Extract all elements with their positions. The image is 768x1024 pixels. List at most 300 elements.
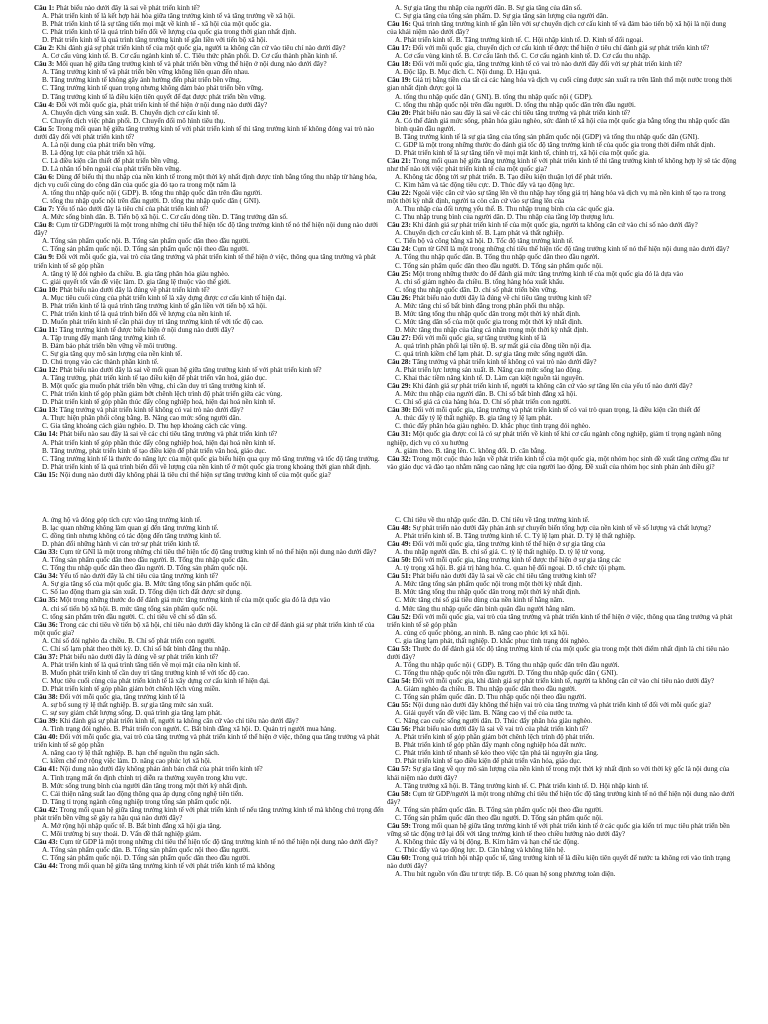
question-line — [387, 765, 737, 781]
answer-option: D. Muốn phát triển kinh tế cần phải duy trì tăng trưởng kinh tế với tốc độ cao. — [42, 317, 264, 326]
question-text: Một trong những thước đo để đánh giá mức tăng trưởng kinh tế của một quốc gia đó là dựa vào — [57, 596, 331, 605]
answer-option: D. Mức tăng thu nhập của tầng cá nhân trong một thời kỳ nhất định. — [395, 325, 589, 334]
question-line — [34, 326, 384, 334]
answer-option: C. gia tăng lạm phát, thất nghiệp. D. khắc phục tình trạng đói nghèo. — [395, 636, 590, 645]
answer-option: C. đồng tình nhưng không có tác động đến tăng trưởng kinh tế. — [42, 532, 221, 541]
question-number: Câu 14: — [34, 430, 58, 439]
answer-option: A. Sự gia tăng thu nhập của người dân. B. Sự gia tăng của dân số. — [395, 4, 582, 12]
question-text: Cụm từ GNI là một trong những chỉ tiêu thể hiện tốc độ tăng trưởng kinh tế nó thể hiện nội dung nào dưới đây? — [410, 245, 730, 254]
question-line — [387, 189, 737, 205]
question-line — [34, 621, 384, 637]
answer-option: C. Gia tăng khoảng cách giàu nghèo. D. Thu hẹp khoảng cách các vùng. — [42, 422, 247, 431]
answer-option: A. Phát triển kinh tế. B. Tăng trưởng kinh tế. C. Hội nhập kinh tế. D. Kinh tế đối ngoại. — [395, 36, 644, 45]
question-number: Câu 8: — [34, 221, 55, 230]
question-text: Nội dung nào dưới đây không phản ánh bản chất của phát triển kinh tế? — [57, 765, 263, 774]
question-number: Câu 42: — [34, 805, 58, 814]
page-2-right-column — [387, 516, 737, 1016]
question-number: Câu 23: — [387, 221, 411, 230]
answer-option: A. Là nội dung của phát triển bền vững. — [42, 140, 156, 149]
question-text: Đối với mỗi quốc gia, tăng trưởng kinh tế thể hiện ở sự gia tăng của — [410, 540, 606, 549]
answer-option: A. Giải quyết vấn đề việc làm. B. Nâng cao vị thế của nước ta. — [395, 709, 573, 718]
question-number: Câu 27: — [387, 333, 411, 342]
question-line — [34, 366, 384, 374]
answer-option: C. Môi trường bị suy thoái. D. Vấn đề thất nghiệp giảm. — [42, 829, 202, 838]
question-text: Đối với mỗi quốc gia, sự tăng trưởng kinh tế là — [410, 333, 547, 342]
answer-option: C. kiềm chế mở rộng việc làm. D. nâng cao phúc lợi xã hội. — [42, 757, 212, 766]
answer-option: A. Tình trạng mất ổn định chính trị diễn ra thường xuyên trong khu vực. — [42, 773, 248, 782]
question-text: Khi đánh giá sự phát triển kinh tế của một quốc gia, người ta không căn cứ vào chỉ số nào dưới đây? — [410, 221, 698, 230]
answer-option: A. Thực hiện phân phối công bằng. B. Nâng cao mức sống người dân. — [42, 414, 241, 423]
answer-option: B. Mức tăng tổng thu nhập quốc dân trong một thời kỳ nhất định. — [395, 309, 581, 318]
question-number: Câu 31: — [387, 430, 411, 439]
question-number: Câu 15: — [34, 470, 58, 479]
question-number: Câu 3: — [34, 60, 55, 69]
question-number: Câu 30: — [387, 406, 411, 415]
question-line — [34, 806, 384, 822]
answer-option: C. Tổng sản phẩm quốc nội. D. Tổng sản phẩm quốc nội theo đầu người. — [42, 245, 249, 254]
question-text: Phát biểu nào sau đây là sai về các chỉ tiêu tăng trưởng và phát triển kinh tế? — [410, 108, 631, 117]
answer-option: A. Phát triển kinh tế là quá trình tăng tiến về mọi mặt của nền kinh tế. — [42, 660, 241, 669]
question-number: Câu 13: — [34, 406, 58, 415]
question-text: Yếu tố nào dưới đây là tiêu chí của phát triển kinh tế? — [54, 205, 209, 214]
answer-option: A. nâng cao tỷ lệ thất nghiệp. B. hạn chế nguồn thu ngân sách. — [42, 749, 220, 758]
answer-option: C. Nâng cao cuộc sống người dân. D. Thúc đẩy phân hóa giàu nghèo. — [395, 717, 593, 726]
question-line — [387, 76, 737, 92]
question-line — [387, 725, 737, 733]
answer-option: C. tổng thu nhập quốc nội trên đầu người. D. tổng thu nhập quốc dân ( GNI). — [42, 197, 261, 206]
question-line — [34, 717, 384, 725]
question-text: Phát biểu nào dưới đây là đúng về sự phát triển kinh tế? — [57, 652, 219, 661]
page-1-left-column — [34, 4, 384, 504]
answer-option: A. Mức tăng tổng sản phẩm quốc nội trong một thời kỳ nhất định. — [395, 580, 583, 589]
answer-option: A. sự bổ sung tỷ lệ thất nghiệp. B. sự gia tăng mức sản xuất. — [42, 701, 214, 710]
question-line — [34, 653, 384, 661]
question-text: Đối với mỗi quốc gia, chuyển dịch cơ cấu kinh tế được thể hiện ở tiêu chí đánh giá sự phát triển kinh tế? — [410, 44, 710, 53]
question-number: Câu 49: — [387, 540, 411, 549]
question-text: Khi đánh giá sự phát triển kinh tế, người ta không căn cứ vào sự tăng lên của yếu tố nào dưới đây? — [410, 382, 693, 391]
answer-option: A. tỷ trọng xã hội. B. giá trị hàng hóa. C. quan hệ đối ngoại. D. tổ chức tội phạm. — [395, 564, 626, 573]
answer-option: A. Có thể đánh giá mức sống, phân hóa giàu nghèo, sức đánh tế xã hội của một quốc gia bằng tổng thu nhập quốc dân bình quân đầu người. — [395, 116, 730, 133]
question-text: Trong mối quan hệ giữa tăng trưởng kinh tế với phát triển kinh tế nếu tăng trưởng kinh tế mà không chú trọng đến phát triển bền vững sẽ gây ra hậu quả nào dưới đây? — [34, 805, 384, 822]
question-number: Câu 36: — [34, 620, 58, 629]
question-number: Câu 52: — [387, 612, 411, 621]
answer-option: D. Chú trọng vào các thành phần kinh tế. — [42, 358, 159, 367]
answer-option: B. Một quốc gia muốn phát triển bền vững, chỉ cần duy trì tăng trưởng kinh tế. — [42, 382, 266, 391]
question-text: Phát biểu nào dưới đây là đúng về phát triển kinh tế? — [57, 285, 210, 294]
answer-option: D. phản đối những hành vi cản trở sự phát triển kinh tế. — [42, 540, 200, 549]
answer-option: C. Số lao động tham gia sản xuất. D. Tổng diện tích đất được sử dụng. — [42, 588, 242, 597]
question-number: Câu 60: — [387, 853, 411, 862]
question-text: Phát biểu nào dưới đây là sai về vai trò của phát triển kinh tế? — [410, 725, 589, 734]
answer-option: A. Chuyển dịch cơ cấu kinh tế. B. Lạm phát và thất nghiệp. — [395, 229, 564, 238]
exam-page-bottom — [0, 512, 768, 1024]
question-number: Câu 12: — [34, 366, 58, 375]
answer-option: C. Cải thiện năng suất lao động thông qua áp dụng công nghệ tiên tiến. — [42, 789, 244, 798]
question-line — [34, 221, 384, 237]
answer-option: A. Tăng trưởng kinh tế và phát triển bền vững không liên quan đến nhau. — [42, 68, 250, 77]
question-line — [387, 221, 737, 229]
question-number: Câu 18: — [387, 60, 411, 69]
answer-option: A. củng cố quốc phòng, an ninh. B. nâng cao phúc lợi xã hội. — [395, 628, 569, 637]
question-line — [34, 406, 384, 414]
answer-option: A. Tổng thu nhập quốc dân. B. Tổng thu nhập quốc dân theo đầu người. — [395, 253, 600, 262]
answer-option: B. Muốn phát triển kinh tế cần duy trì tăng trưởng kinh tế với tốc độ cao. — [42, 668, 250, 677]
question-line — [387, 157, 737, 173]
question-number: Câu 44: — [34, 862, 58, 871]
question-number: Câu 59: — [387, 821, 411, 830]
answer-option: C. Chỉ tiêu về thu nhập quốc dân. D. Chỉ tiêu về tăng trưởng kinh tế. — [395, 516, 590, 524]
question-number: Câu 50: — [387, 556, 411, 565]
answer-option: A. Tổng sản phẩm quốc dân. B. Tổng sản phẩm quốc nội theo đầu người. — [395, 805, 603, 814]
question-line — [34, 838, 384, 846]
question-line — [387, 572, 737, 580]
answer-option: C. Chỉ số lạm phát theo thời kỳ. D. Chỉ số bất bình đẳng thu nhập. — [42, 644, 230, 653]
answer-option: C. Là điều kiện cần thiết để phát triển bền vững. — [42, 156, 180, 165]
question-text: Phát biểu nào dưới đây là đúng về chỉ tiêu tăng trưởng kinh tế? — [410, 293, 592, 302]
answer-option: A. Tăng trưởng, phát triển kinh tế tạo điều kiện để phát triển văn hoá, giáo dục. — [42, 374, 267, 383]
question-text: Khi đánh giá sự phát triển kinh tế của một quốc gia, người ta không căn cứ vào tiêu chí nào dưới đây? — [54, 44, 346, 53]
answer-option: C. Tăng trưởng kinh tế là thước đo năng lực của một quốc gia biểu hiện qua quy mô tăng trưởng và tốc độ tăng trưởng. — [42, 454, 380, 463]
question-text: Sự phát triển nào dưới đây phản ánh sự chuyển biến tổng hợp của nền kinh tế về số lượng và chất lượng? — [410, 524, 711, 533]
answer-option: A. Mức thu nhập của người dân. B. Chỉ số bất bình đẳng xã hội. — [395, 390, 578, 399]
answer-option: A. Chỉ số đói nghèo đa chiều. B. Chỉ số phát triển con người. — [42, 636, 216, 645]
page-2-left-column — [34, 516, 384, 1016]
question-text: Cụm từ GNI là một trong những chỉ tiêu thể hiện tốc độ tăng trưởng kinh tế nó thể hiện nội dung nào dưới đây? — [57, 548, 377, 557]
answer-option: B. Phát triển kinh tế góp phần đẩy mạnh công nghiệp hóa đất nước. — [395, 741, 587, 750]
answer-option: C. Sự gia tăng quy mô sản lượng của nền kinh tế. — [42, 350, 183, 359]
question-number: Câu 41: — [34, 765, 58, 774]
question-text: Khi đánh giá sự phát triển kinh tế, người ta không căn cứ vào chỉ tiêu nào dưới đây? — [57, 717, 299, 726]
answer-option: B. Phát triển kinh tế là sự tăng tiến mọi mặt về kinh tế - xã hội của một quốc gia. — [42, 20, 272, 29]
question-line — [387, 334, 737, 342]
question-number: Câu 55: — [387, 701, 411, 710]
question-line — [34, 60, 384, 68]
answer-option: D. Là nhân tố bên ngoài của phát triển bền vững. — [42, 164, 181, 173]
answer-option: A. thu nhập người dân. B. chỉ số giá. C. tỷ lệ thất nghiệp. D. tỷ lệ tử vong. — [395, 548, 606, 557]
question-line — [34, 733, 384, 749]
question-line — [34, 205, 384, 213]
answer-option: A. tổng thu nhập quốc nội ( GDP). B. tổng thu nhập quốc dân trên đầu người. — [42, 189, 262, 198]
answer-option: C. Tổng sản phẩm quốc dân. D. Thu nhập quốc nội theo đầu người. — [395, 693, 587, 702]
answer-option: C. Chuyển dịch việc phân phối. D. Chuyển đổi mô hình tiêu thụ. — [42, 116, 226, 125]
question-line — [34, 286, 384, 294]
question-line — [387, 677, 737, 685]
answer-option: A. Mức sống bình dân. B. Tiến bộ xã hội. C. Cơ cấu dòng tiền. D. Tăng trưởng dân số. — [42, 213, 288, 222]
answer-option: C. GDP là một trong những thước đo đánh giá tốc độ tăng trưởng kinh tế của quốc gia trong thời điểm nhất định. — [395, 140, 716, 149]
answer-option: A. Mở rộng hội nhập quốc tế. B. Bất bình đẳng xã hội gia tăng. — [42, 821, 222, 830]
question-number: Câu 26: — [387, 293, 411, 302]
question-text: Phát biểu nào dưới đây là sai về mối quan hệ giữa tăng trưởng kinh tế với phát triển kinh tế? — [57, 366, 322, 375]
question-text: Một trong những thước đo để đánh giá mức tăng trưởng kinh tế của một quốc gia đó là dựa vào — [410, 269, 684, 278]
question-text: Phát biểu nào dưới đây là sai về các chỉ tiêu tăng trưởng kinh tế? — [410, 572, 597, 581]
question-text: Sự gia tăng về quy mô sản lượng của nền kinh tế trong một thời kỳ nhất định so với thời kỳ gốc là nội dung của khái niệm nào dưới đây? — [387, 765, 730, 782]
answer-option: D. Phát triển kinh tế tạo điều kiện để phát triển văn hóa, giáo dục. — [395, 757, 582, 766]
answer-option: A. Phát triển lực lượng sản xuất. B. Nâng cao mức sống lao động. — [395, 366, 582, 375]
question-line — [34, 44, 384, 52]
answer-option: C. Tăng trưởng kinh tế quan trọng nhưng không đảm bảo phát triển bền vững. — [42, 84, 264, 93]
question-number: Câu 20: — [387, 108, 411, 117]
answer-option: A. Tinh trạng đói nghèo. B. Phát triển con người. C. Bất bình đẳng xã hội. D. Quản trị người mua hàng. — [42, 725, 336, 734]
question-line — [387, 556, 737, 564]
question-text: Nội dung nào dưới đây không phải là tiêu chí thể hiện sự tăng trưởng kinh tế của một quốc gia? — [57, 470, 331, 479]
question-text: Cụm từ GDP/người là một trong những chỉ tiêu thể hiện tốc độ tăng trưởng kinh tế nó thể hiện nội dung nào dưới đây? — [34, 221, 378, 238]
answer-option: A. chi số giảm nghèo đa chiều. B. tổng hàng hóa xuất khẩu. — [395, 277, 565, 286]
answer-option: B. Mức tăng tổng thu nhập quốc dân trong một thời kỳ nhất định. — [395, 588, 581, 597]
answer-option: A. giảm theo. B. tăng lên. C. không đổi. D. cân bằng. — [395, 446, 547, 455]
question-text: Nội dung nào dưới đây không thể hiện vai trò của tăng trưởng và phát triển kinh tế đối với mỗi quốc gia? — [410, 701, 711, 710]
answer-option: A. Phát triển kinh tế góp phần giảm bớt chênh lệch trình độ phát triển. — [395, 733, 595, 742]
question-number: Câu 22: — [387, 189, 411, 198]
question-text: Quá trình tăng trưởng kinh tế gắn liền với sự chuyển dịch cơ cấu kinh tế và đảm bảo tiến bộ xã hội là nội dung của khái niệm nào dưới đây? — [387, 20, 727, 37]
question-number: Câu 58: — [387, 789, 411, 798]
question-line — [34, 862, 384, 870]
answer-option: A. ứng hộ và đóng góp tích cực vào tăng trưởng kinh tế. — [42, 516, 202, 524]
answer-option: D. Phát triển kinh tế là quá trình biến đổi về lượng của nền kinh tế ở một quốc gia trong khoảng thời gian nhất định. — [42, 462, 371, 471]
question-line — [387, 854, 737, 870]
question-text: Tăng trưởng và phát triển kinh tế không có vai trò nào dưới đây? — [57, 406, 244, 415]
question-number: Câu 56: — [387, 725, 411, 734]
question-line — [387, 613, 737, 629]
question-number: Câu 43: — [34, 837, 58, 846]
question-number: Câu 17: — [387, 44, 411, 53]
question-text: Thước đo để đánh giá tốc độ tăng trưởng kinh tế của một quốc gia trong một thời điểm nhất định là chỉ tiêu nào dưới đây? — [387, 644, 729, 661]
answer-option: C. Mục tiêu cuối cùng của phát triển kinh tế là xây dựng cơ cấu kinh tế hiện đại. — [42, 676, 270, 685]
answer-option: C. Kìm hãm và tác động tiêu cực. D. Thúc đẩy và tạo động lực. — [395, 181, 575, 190]
answer-option: D. Phát triển kinh tế góp phần giảm bớt chênh lệch vùng miền. — [42, 684, 221, 693]
answer-option: C. Phát triển kinh tế là quá trình biến đổi về lượng của quốc gia trong thời gian nhất định. — [42, 28, 297, 37]
question-line — [387, 790, 737, 806]
answer-option: C. Tổng thu nhập quốc dân theo đầu người. D. Tổng sản phẩm quốc nội. — [42, 564, 248, 573]
question-number: Câu 6: — [34, 172, 55, 181]
question-number: Câu 38: — [34, 693, 58, 702]
answer-option: C. Tổng thu nhập quốc nội trên đầu người. D. Tổng thu nhập quốc dân ( GNI). — [395, 668, 618, 677]
question-text: Mối quan hệ giữa tăng trưởng kinh tế và phát triển bền vững thể hiện ở nội dung nào dưới đây? — [54, 60, 327, 69]
answer-option: C. Phát triển kinh tế góp phần giảm bớt chênh lệch trình độ phát triển giữa các vùng. — [42, 390, 283, 399]
question-text: Trong quá trình hội nhập quốc tế, tăng trưởng kinh tế là điều kiện tiên quyết để nước ta không rơi vào tình trạng nào dưới đây? — [387, 853, 731, 871]
question-text: Ngoài việc căn cứ vào sự tăng lên về thu nhập hay tổng giá trị hàng hóa và dịch vụ mà nền kinh tế tạo ra trong một thời kỳ nhất định, người ta còn căn cứ vào sự tăng lên của — [387, 189, 726, 206]
answer-option: A. Cơ cấu vùng kinh tế. B. Cơ cấu ngành kinh tế. C. Tiêu thức phân phối. D. Cơ cấu thành phần kinh tế. — [42, 52, 338, 61]
question-number: Câu 1: — [34, 4, 55, 12]
question-number: Câu 7: — [34, 205, 55, 214]
question-line — [387, 358, 737, 366]
question-text: Phát biểu nào dưới đây là sai về phát triển kinh tế? — [54, 4, 200, 12]
question-text: Đối với mỗi quốc gia, vai trò của tăng trưởng và phát triển kinh tế thể hiện ở việc, thông qua tăng trưởng và phát triển kinh tế sẽ góp phần — [34, 733, 380, 750]
question-line — [34, 548, 384, 556]
question-number: Câu 54: — [387, 676, 411, 685]
question-text: Đối với mỗi quốc gia, tăng trưởng kinh tế được thể hiện ở sự gia tăng các — [410, 556, 622, 565]
question-text: Phát biểu nào sau đây là sai về các chỉ tiêu tăng trưởng và phát triển kinh tế? — [57, 430, 278, 439]
answer-option: B. Tăng trưởng kinh tế là sự gia tăng của tổng sản phẩm quốc nội (GDP) và tổng thu nhập quốc dân (GNI). — [395, 132, 700, 141]
answer-option: A. Tổng thu nhập quốc nội ( GDP). B. Tổng thu nhập quốc dân trên đầu người. — [395, 660, 620, 669]
question-line — [387, 270, 737, 278]
answer-option: A. Cơ cấu vùng kinh tế. B. Cơ cấu lãnh thổ. C. Cơ cấu ngành kinh tế. D. Cơ cấu thu nhập. — [395, 52, 651, 61]
answer-option: C. Mức tăng dân số của một quốc gia trong một thời kỳ nhất định. — [395, 317, 583, 326]
question-line — [387, 406, 737, 414]
answer-option: A. Tổng sản phẩm quốc nội. B. Tổng sản phẩm quốc dân theo đầu người. — [42, 237, 250, 246]
answer-option: D. Tăng tỉ trọng ngành công nghiệp trong tổng sản phẩm quốc nội. — [42, 797, 232, 806]
question-text: Tăng trưởng kinh tế được biểu hiện ở nội dung nào dưới đây? — [57, 325, 235, 334]
answer-option: C. Khai thác tiềm năng kinh tế. D. Làm cạn kiệt nguồn tài nguyên. — [395, 374, 584, 383]
question-text: Dùng để biểu thị thu nhập của nền kinh tế trong một thời kỳ nhất định được tính bằng tổng thu nhập từ hàng hóa, dịch vụ cuối cùng do công dân của quốc gia đó tạo ra trong một năm là — [34, 172, 377, 190]
question-number: Câu 57: — [387, 765, 411, 774]
question-line — [387, 44, 737, 52]
answer-option: C. Chỉ số giá cả của hàng hóa. D. Chỉ số phát triển con người. — [395, 398, 571, 407]
question-text: Trong một cuộc thảo luận về phát triển kinh tế của một quốc gia, một nhóm học sinh đề xuất tăng cường đầu tư vào giáo dục và đào tạo nhằm nâng cao năng lực của người lao động. Đề xuất của nhóm học sinh phản ánh điều gì? — [387, 454, 729, 471]
question-text: Cụm từ GDP là một trong những chỉ tiêu thể hiện tốc độ tăng trưởng kinh tế nó thể hiện nội dung nào dưới đây? — [57, 837, 378, 846]
question-line — [387, 524, 737, 532]
question-number: Câu 10: — [34, 285, 58, 294]
question-number: Câu 48: — [387, 524, 411, 533]
question-number: Câu 28: — [387, 358, 411, 367]
answer-option: B. Tăng trưởng kinh tế không gây ảnh hưởng đến phát triển bền vững. — [42, 76, 242, 85]
answer-option: A. Phát triển kinh tế góp phần thúc đẩy công nghiệp hoá, hiện đại hoá nền kinh tế. — [42, 438, 276, 447]
answer-option: A. tăng tỷ lệ đói nghèo đa chiều. B. gia tăng phân hóa giàu nghèo. — [42, 269, 230, 278]
question-line — [387, 430, 737, 446]
answer-option: C. Thúc đẩy và tạo động lực. D. Cân bằng và không liên hệ. — [395, 845, 566, 854]
question-line — [34, 253, 384, 269]
answer-option: d. Mức tăng thu nhập quốc dân bình quân đầu người hằng năm. — [395, 604, 576, 613]
answer-option: A. Thu hút nguồn vốn đầu tư trực tiếp. B. Có quan hệ song phương toàn diện. — [395, 870, 616, 879]
question-number: Câu 51: — [387, 572, 411, 581]
answer-option: A. Phát triển kinh tế. B. Tăng trưởng kinh tế. C. Tỷ lệ lạm phát. D. Tỷ lệ thất nghiệp. — [395, 532, 636, 541]
answer-option: C. tổng thu nhập quốc dân. D. chỉ số phát triển bền vững. — [395, 285, 558, 294]
question-number: Câu 32: — [387, 454, 411, 463]
question-text: Đối với mỗi quốc gia, khi đánh giá sự phát triển kinh tế, người ta không căn cứ vào chỉ tiêu nào dưới đây? — [410, 676, 715, 685]
answer-option: D. Tăng trưởng kinh tế là điều kiện tiên quyết để đạt được phát triển bền vững. — [42, 92, 266, 101]
question-text: Trong mối quan hệ giữa tăng trưởng kinh tế với phát triển kinh tế thì tăng trưởng kinh tế không đóng vai trò nào dưới đây đối với phát triển kinh tế? — [34, 124, 375, 141]
answer-option: B. Đảm bảo phát triển bền vững về môi trường. — [42, 341, 177, 350]
answer-option: A. chỉ số tiến bộ xã hội. B. mức tăng tổng sản phẩm quốc nội. — [42, 604, 218, 613]
question-number: Câu 11: — [34, 325, 58, 334]
page-1-right-column — [387, 4, 737, 504]
question-text: Đối với mỗi quốc gia, vai trò của tăng trưởng và phát triển kinh tế thể hiện ở việc, thông qua tăng trưởng và phát triển kinh tế sẽ góp phần — [34, 253, 376, 270]
answer-option: C. sự suy giảm chất lượng sống. D. quá trình gia tăng lạm phát. — [42, 709, 222, 718]
question-number: Câu 37: — [34, 652, 58, 661]
answer-option: A. Tổng sản phẩm quốc dân. B. Tổng sản phẩm quốc nội theo đầu người. — [42, 845, 250, 854]
answer-option: B. Tăng trưởng, phát triển kinh tế tạo điều kiện để phát triển văn hoá, giáo dục. — [42, 446, 267, 455]
question-line — [34, 173, 384, 189]
question-text: Trong mối quan hệ giữa tăng trưởng kinh tế với phát triển kinh tế thì tăng trưởng kinh tế không hợp lý sẽ tác động như thế nào tới việc phát triển kinh tế của một quốc gia? — [387, 156, 737, 173]
question-number: Câu 16: — [387, 20, 411, 29]
answer-option: A. Tổng sản phẩm quốc dân theo đầu người. B. Tổng thu nhập quốc dân. — [42, 556, 249, 565]
question-number: Câu 53: — [387, 644, 411, 653]
answer-option: C. Tổng sản phẩm quốc dân theo đầu người. D. Tổng sản phẩm quốc nội. — [395, 813, 603, 822]
question-number: Câu 40: — [34, 733, 58, 742]
question-line — [387, 455, 737, 471]
question-line — [387, 294, 737, 302]
answer-option: C. Tổng sản phẩm quốc dân theo đầu người. D. Tổng sản phẩm quốc nội. — [395, 261, 603, 270]
answer-option: C. quá trình kiềm chế lạm phát. D. sự gia tăng mức sống người dân. — [395, 350, 588, 359]
question-number: Câu 9: — [34, 253, 55, 262]
question-line — [387, 701, 737, 709]
question-line — [387, 645, 737, 661]
question-text: Trong mối quan hệ giữa tăng trưởng kinh tế với phát triển kinh tế mà không — [57, 862, 275, 871]
answer-option: C. Thu nhập trung bình của người dân. D. Thu nhập của tầng lớp thượng lưu. — [395, 213, 614, 222]
question-line — [34, 430, 384, 438]
answer-option: A. Không thúc đẩy và bị động. B. Kìm hãm và hạn chế tác động. — [395, 837, 580, 846]
answer-option: A. Độc lập. B. Mục đích. C. Nội dung. D. Hậu quả. — [395, 68, 541, 77]
question-text: Đối với mỗi quốc gia, tăng trưởng và phát triển kinh tế có vai trò quan trọng, là điều kiện cần thiết để — [410, 406, 701, 415]
question-text: Đối với mỗi quốc gia, tăng trưởng kinh tế có vai trò nào dưới đây đối với sự phát triển kinh tế? — [410, 60, 682, 69]
question-line — [387, 245, 737, 253]
question-text: Trong các chỉ tiêu về tiến bộ xã hội, chỉ tiêu nào dưới đây không là căn cứ để đánh giá sự phát triển kinh tế của một quốc gia? — [34, 620, 375, 637]
question-text: Một quốc gia được coi là có sự phát triển về kinh tế khi cơ cấu ngành công nghiệp, giảm tỉ trọng ngành nông nghiệp, dịch vụ có xu hướng — [387, 430, 722, 447]
answer-option: C. Tiến bộ và công bằng xã hội. D. Tốc độ tăng trưởng kinh tế. — [395, 237, 574, 246]
question-line — [34, 572, 384, 580]
answer-option: A. Không tác động tới sự phát triển. B. Tạo điều kiện thuận lợi để phát triển. — [395, 172, 613, 181]
question-line — [387, 382, 737, 390]
answer-option: A. Chuyển dịch vùng sản xuất. B. Chuyển dịch cơ cấu kinh tế. — [42, 108, 220, 117]
answer-option: A. Giảm nghèo đa chiều. B. Thu nhập quốc dân theo đầu người. — [395, 684, 577, 693]
answer-option: A. tổng thu nhập quốc dân ( GNI). B. tổng thu nhập quốc nội ( GDP). — [395, 92, 593, 101]
answer-option: A. Phát triển kinh tế là kết hợp hài hòa giữa tăng trưởng kinh tế và tăng trưởng về xã hội. — [42, 12, 295, 21]
question-number: Câu 29: — [387, 382, 411, 391]
question-line — [34, 765, 384, 773]
question-text: Yếu tố nào dưới đây là chỉ tiêu của tăng trưởng kinh tế? — [57, 572, 218, 581]
question-number: Câu 25: — [387, 269, 411, 278]
answer-option: B. Mức sống trung bình của người dân tăng trong một thời kỳ nhất định. — [42, 781, 248, 790]
question-text: Đối với mỗi quốc gia, phát triển kinh tế thể hiện ở nội dung nào dưới đây? — [54, 100, 268, 109]
question-line — [34, 125, 384, 141]
question-text: Cụm từ GDP/người là một trong những chỉ tiêu thể hiện tốc độ tăng trưởng kinh tế nó thể hiện nội dung nào dưới đây? — [387, 789, 735, 806]
answer-option: C. Sự gia tăng của tổng sản phẩm. D. Sự gia tăng sản lượng của người dân. — [395, 12, 609, 21]
question-line — [387, 20, 737, 36]
answer-option: B. Phát triển kinh tế là quá trình tăng trưởng kinh tế gắn liền với tiến bộ xã hội. — [42, 301, 267, 310]
answer-option: A. Sự gia tăng số của một quốc gia. B. Mức tăng tổng sản phẩm quốc nội. — [42, 580, 252, 589]
question-text: Đối với mỗi quốc gia, tăng trưởng kinh tế là — [57, 693, 185, 702]
question-number: Câu 24: — [387, 245, 411, 254]
answer-option: C. tổng thu nhập quốc nội trên đầu người. D. tổng thu nhập quốc dân trên đầu người. — [395, 100, 636, 109]
question-text: Tăng trưởng và phát triển kinh tế không có vai trò nào dưới đây? — [410, 358, 597, 367]
answer-option: A. Tập trung đẩy mạnh tăng trưởng kinh tế. — [42, 333, 166, 342]
answer-option: A. Mức tăng chỉ số bất bình đẳng trong phân phối thu nhập. — [395, 301, 565, 310]
question-text: Trong mối quan hệ giữa tăng trưởng kinh tế với phát triển kinh tế ở các quốc gia kiến trì mục tiêu phát triển bền vững sẽ tác động trở lại đối với tăng trưởng kinh tế theo chiều hướng nào dưới đây? — [387, 821, 730, 838]
question-line — [387, 109, 737, 117]
question-number: Câu 34: — [34, 572, 58, 581]
answer-option: C. thúc đẩy phân hóa giàu nghèo. D. khắc phục tình trạng đói nghèo. — [395, 422, 591, 431]
question-text: Giá trị bằng tiền của tất cả các hàng hóa và dịch vụ cuối cùng được sản xuất ra trên lãnh thổ một nước trong thời gian nhất định được gọi là — [387, 76, 732, 93]
answer-option: A. quá trình phân phối lại tiền tệ. B. sự mất giá của đồng tiền nội địa. — [395, 341, 592, 350]
question-number: Câu 19: — [387, 76, 411, 85]
question-line — [34, 101, 384, 109]
question-line — [34, 4, 384, 12]
question-number: Câu 4: — [34, 100, 55, 109]
answer-option: A. thúc đẩy tỷ lệ thất nghiệp. B. gia tăng tỷ lệ lạm phát. — [395, 414, 553, 423]
answer-option: A. Tăng trưởng xã hội. B. Tăng trưởng kinh tế. C. Phát triển kinh tế. D. Hội nhập kinh tế. — [395, 781, 649, 790]
answer-option: B. Là động lực của phát triển xã hội. — [42, 148, 146, 157]
answer-option: C. tổng sản phẩm trên đầu người. C. chỉ tiêu về chỉ số dân số. — [42, 612, 217, 621]
answer-option: B. lạc quan những không làm quan gì đến tăng trưởng kinh tế. — [42, 524, 219, 533]
question-number: Câu 5: — [34, 124, 55, 133]
answer-option: D. Phát triển kinh tế là quá trình tăng trưởng kinh tế gắn liền với tiến bộ xã hội. — [42, 36, 268, 45]
question-number: Câu 2: — [34, 44, 55, 53]
question-number: Câu 35: — [34, 596, 58, 605]
question-line — [34, 596, 384, 604]
question-text: Đối với mỗi quốc gia, vai trò của tăng trưởng và phát triển kinh tế thể hiện ở việc, thông qua tăng trưởng và phát triển kinh tế sẽ góp phần — [387, 612, 733, 629]
answer-option: C. Phát triển kinh tế nhanh sẽ kéo theo việc tận phá tài nguyên gia tăng. — [395, 749, 599, 758]
answer-option: C. Mức tăng chỉ số giá tiêu dùng của nền kinh tế hằng năm. — [395, 596, 565, 605]
answer-option: A. Thu nhập của đối tượng yếu thế. B. Thu nhập trung bình của các quốc gia. — [395, 205, 615, 214]
question-line — [387, 540, 737, 548]
question-line — [387, 822, 737, 838]
question-line — [387, 60, 737, 68]
answer-option: C. Tổng sản phẩm quốc nội. D. Tổng sản phẩm quốc dân theo đầu người. — [42, 853, 250, 862]
question-number: Câu 33: — [34, 548, 58, 557]
question-number: Câu 21: — [387, 156, 411, 165]
answer-option: D. Phát triển kinh tế góp phần thúc đẩy công nghiệp hoá, hiện đại hoá nền kinh tế. — [42, 398, 276, 407]
answer-option: D. Phát triển kinh tế là sự tăng tiến về mọi mặt kinh tế, chính trị, xã hội của một quốc gia. — [395, 148, 650, 157]
answer-option: A. Mục tiêu cuối cùng của phát triển kinh tế là xây dựng được cơ cấu kinh tế hiện đại. — [42, 293, 287, 302]
